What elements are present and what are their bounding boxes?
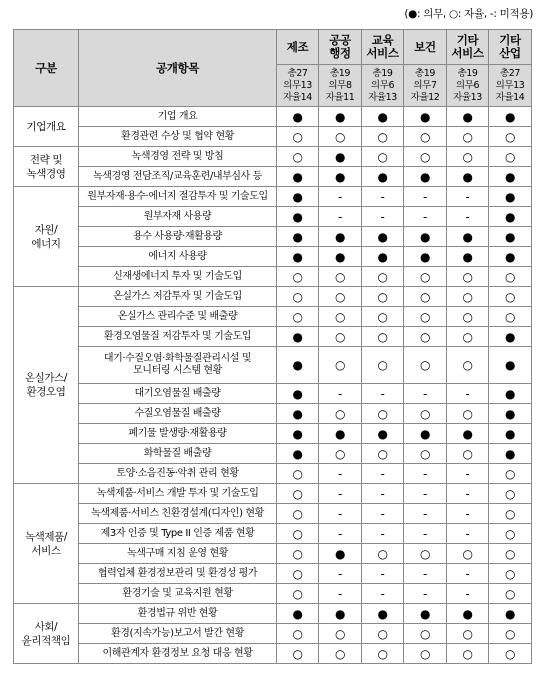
count-voluntary: 자율14: [283, 91, 312, 103]
mark-cell: ○: [489, 644, 532, 664]
mark-cell: ○: [447, 147, 489, 167]
mark-cell: ○: [404, 127, 447, 147]
item-cell: 수질오염물질 배출량: [79, 404, 277, 424]
mark-cell: -: [319, 207, 362, 227]
count-total: 총19: [372, 67, 393, 79]
mark-cell: ○: [404, 347, 447, 384]
mark-cell: ○: [319, 404, 362, 424]
table-row: [14, 484, 532, 504]
count-mandatory: 의무6: [455, 79, 480, 91]
mark-cell: ○: [447, 327, 489, 347]
mark-cell: ●: [277, 167, 319, 187]
mark-cell: ○: [404, 444, 447, 464]
mark-cell: -: [447, 564, 489, 584]
mark-cell: ○: [447, 287, 489, 307]
mark-cell: -: [319, 524, 362, 544]
table-row: [14, 127, 532, 147]
mark-cell: ●: [319, 424, 362, 444]
mark-cell: ●: [319, 147, 362, 167]
mark-cell: -: [319, 504, 362, 524]
mark-cell: -: [319, 384, 362, 404]
mark-cell: ●: [319, 604, 362, 624]
mark-cell: -: [404, 207, 447, 227]
mark-cell: ●: [404, 424, 447, 444]
mark-cell: ○: [447, 347, 489, 384]
table-row: [14, 327, 532, 347]
mark-cell: ○: [362, 404, 404, 424]
mark-cell: ●: [447, 167, 489, 187]
mark-cell: ○: [404, 327, 447, 347]
table-row: [14, 564, 532, 584]
mark-cell: ●: [489, 167, 532, 187]
mark-cell: ●: [277, 424, 319, 444]
count-voluntary: 자율14: [495, 91, 525, 103]
table-row: [14, 644, 532, 664]
mark-cell: ○: [447, 624, 489, 644]
mark-cell: ○: [404, 147, 447, 167]
item-cell: 녹색경영 전략 및 방침: [79, 147, 277, 167]
mark-cell: ●: [277, 404, 319, 424]
mark-cell: ○: [277, 524, 319, 544]
item-cell: 녹색제품·서비스 개발 투자 및 기술도입: [79, 484, 277, 504]
mark-cell: ○: [277, 584, 319, 604]
header-industry: 교육 서비스: [362, 30, 404, 65]
mark-cell: -: [447, 484, 489, 504]
mark-cell: ○: [277, 504, 319, 524]
item-cell: 온실가스 저감투자 및 기술도입: [79, 287, 277, 307]
mark-cell: ○: [489, 147, 532, 167]
item-cell: 녹색제품·서비스 친환경설계(디자인) 현황: [79, 504, 277, 524]
mark-cell: ●: [489, 247, 532, 267]
mark-cell: ○: [447, 544, 489, 564]
mark-cell: ●: [277, 187, 319, 207]
category-cell: 녹색제품/ 서비스: [14, 484, 79, 604]
mark-cell: -: [319, 584, 362, 604]
item-cell: 원부자재·용수·에너지 절감투자 및 기술도입: [79, 187, 277, 207]
mark-cell: ○: [277, 267, 319, 287]
mark-cell: ●: [362, 424, 404, 444]
mark-cell: -: [362, 584, 404, 604]
mark-cell: ●: [362, 227, 404, 247]
header-industry: 기타 산업: [489, 30, 532, 65]
count-mandatory: 의무6: [370, 79, 395, 91]
table-row: [14, 384, 532, 404]
count-total: 총27: [499, 67, 521, 79]
mark-cell: ●: [277, 247, 319, 267]
mark-cell: ○: [404, 404, 447, 424]
count-total: 총19: [457, 67, 478, 79]
legend: (●: 의무, ○: 자율, -: 미적용): [404, 8, 533, 20]
mark-cell: ○: [447, 307, 489, 327]
mark-cell: -: [362, 187, 404, 207]
mark-cell: ○: [447, 444, 489, 464]
mark-cell: ●: [489, 604, 532, 624]
mark-cell: ○: [489, 504, 532, 524]
mark-cell: ○: [319, 624, 362, 644]
mark-cell: ○: [362, 267, 404, 287]
header-industry-counts: [447, 65, 489, 107]
mark-cell: ○: [362, 127, 404, 147]
item-cell: 토양·소음진동·악취 관리 현황: [79, 464, 277, 484]
mark-cell: ●: [489, 384, 532, 404]
mark-cell: -: [319, 484, 362, 504]
count-mandatory: 의무7: [413, 79, 437, 91]
item-cell: 용수 사용량·재활용량: [79, 227, 277, 247]
mark-cell: ●: [489, 404, 532, 424]
table-row: [14, 187, 532, 207]
item-cell: 온실가스 관리수준 및 배출량: [79, 307, 277, 327]
mark-cell: -: [362, 207, 404, 227]
table-row: [14, 227, 532, 247]
mark-cell: -: [404, 564, 447, 584]
mark-cell: ○: [277, 484, 319, 504]
category-cell: 전략 및 녹색경영: [14, 147, 79, 187]
mark-cell: ●: [447, 227, 489, 247]
mark-cell: ○: [319, 307, 362, 327]
mark-cell: ●: [362, 247, 404, 267]
mark-cell: -: [447, 207, 489, 227]
mark-cell: ●: [404, 167, 447, 187]
item-cell: 이해관계자 환경정보 요청 대응 현황: [79, 644, 277, 664]
mark-cell: ○: [362, 347, 404, 384]
mark-cell: ○: [447, 127, 489, 147]
count-voluntary: 자율11: [325, 91, 355, 103]
header-industry-counts: [362, 65, 404, 107]
mark-cell: ○: [447, 267, 489, 287]
mark-cell: -: [447, 384, 489, 404]
mark-cell: ○: [489, 267, 532, 287]
mark-cell: ○: [319, 347, 362, 384]
mark-cell: ●: [489, 424, 532, 444]
mark-cell: ○: [447, 644, 489, 664]
mark-cell: ●: [319, 167, 362, 187]
mark-cell: ○: [404, 267, 447, 287]
mark-cell: ○: [489, 464, 532, 484]
mark-cell: -: [404, 464, 447, 484]
mark-cell: ○: [489, 624, 532, 644]
category-cell: 사회/ 윤리적책임: [14, 604, 79, 664]
mark-cell: -: [447, 464, 489, 484]
mark-cell: ●: [447, 107, 489, 127]
table-row: [14, 207, 532, 227]
table-row: [14, 524, 532, 544]
mark-cell: -: [319, 187, 362, 207]
mark-cell: ○: [362, 307, 404, 327]
mark-cell: -: [362, 564, 404, 584]
mark-cell: ○: [404, 544, 447, 564]
count-voluntary: 자율12: [410, 91, 440, 103]
mark-cell: ●: [362, 107, 404, 127]
item-cell: 대기오염물질 배출량: [79, 384, 277, 404]
category-cell: 자원/ 에너지: [14, 187, 79, 287]
mark-cell: ●: [277, 604, 319, 624]
header-item: 공개항목: [79, 30, 277, 107]
mark-cell: ●: [319, 544, 362, 564]
item-cell: 신재생에너지 투자 및 기술도입: [79, 267, 277, 287]
mark-cell: ○: [277, 127, 319, 147]
mark-cell: ○: [489, 544, 532, 564]
mark-cell: ●: [489, 227, 532, 247]
mark-cell: -: [362, 484, 404, 504]
mark-cell: ●: [277, 207, 319, 227]
disclosure-table: [13, 29, 532, 664]
count-total: 총19: [329, 67, 351, 79]
table-row: [14, 444, 532, 464]
table-row: [14, 287, 532, 307]
item-cell: 환경기술 및 교육지원 현황: [79, 584, 277, 604]
header-industry-counts: [319, 65, 362, 107]
header-industry: 제조: [277, 30, 319, 65]
mark-cell: ○: [277, 624, 319, 644]
item-cell: 제3자 인증 및 Type II 인증 제품 현황: [79, 524, 277, 544]
item-cell: 협력업체 환경정보관리 및 환경성 평가: [79, 564, 277, 584]
count-mandatory: 의무13: [283, 79, 312, 91]
mark-cell: ●: [489, 187, 532, 207]
count-voluntary: 자율13: [368, 91, 397, 103]
header-industry: 보건: [404, 30, 447, 65]
mark-cell: ●: [319, 247, 362, 267]
mark-cell: -: [404, 504, 447, 524]
item-cell: 대기·수질오염·화학물질관리시설 및 모니터링 시스템 현황: [79, 347, 277, 384]
mark-cell: -: [447, 187, 489, 207]
mark-cell: ●: [404, 604, 447, 624]
mark-cell: ○: [362, 444, 404, 464]
mark-cell: ○: [362, 147, 404, 167]
table-row: [14, 167, 532, 187]
item-cell: 환경(지속가능)보고서 발간 현황: [79, 624, 277, 644]
mark-cell: -: [362, 384, 404, 404]
mark-cell: ○: [319, 127, 362, 147]
mark-cell: ●: [277, 444, 319, 464]
category-cell: 온실가스/ 환경오염: [14, 287, 79, 484]
table-row: [14, 604, 532, 624]
header-industry: 공공 행정: [319, 30, 362, 65]
header-industry-counts: [489, 65, 532, 107]
mark-cell: ●: [319, 227, 362, 247]
mark-cell: ○: [277, 644, 319, 664]
mark-cell: -: [447, 504, 489, 524]
mark-cell: ●: [277, 327, 319, 347]
mark-cell: ●: [404, 227, 447, 247]
mark-cell: ○: [277, 464, 319, 484]
table-row: [14, 464, 532, 484]
mark-cell: ○: [404, 307, 447, 327]
mark-cell: ○: [362, 624, 404, 644]
header-category: 구분: [14, 30, 79, 107]
mark-cell: ●: [489, 444, 532, 464]
mark-cell: ●: [362, 604, 404, 624]
header-industry-counts: [404, 65, 447, 107]
mark-cell: ○: [277, 147, 319, 167]
item-cell: 녹색경영 전담조직/교육훈련/내부심사 등: [79, 167, 277, 187]
mark-cell: -: [362, 524, 404, 544]
table-row: [14, 107, 532, 127]
count-mandatory: 의무13: [495, 79, 525, 91]
mark-cell: ●: [404, 247, 447, 267]
mark-cell: ●: [489, 347, 532, 384]
mark-cell: ●: [447, 604, 489, 624]
mark-cell: ○: [489, 584, 532, 604]
table-row: [14, 307, 532, 327]
header-industry-counts: [277, 65, 319, 107]
mark-cell: ●: [447, 247, 489, 267]
mark-cell: ●: [277, 384, 319, 404]
mark-cell: -: [404, 384, 447, 404]
mark-cell: ○: [404, 644, 447, 664]
mark-cell: ○: [362, 327, 404, 347]
mark-cell: -: [404, 584, 447, 604]
mark-cell: -: [404, 484, 447, 504]
item-cell: 원부자재 사용량: [79, 207, 277, 227]
table-row: [14, 584, 532, 604]
header-industry: 기타 서비스: [447, 30, 489, 65]
item-cell: 에너지 사용량: [79, 247, 277, 267]
mark-cell: ●: [362, 167, 404, 187]
category-cell: 기업개요: [14, 107, 79, 147]
table-row: [14, 247, 532, 267]
mark-cell: ○: [319, 327, 362, 347]
count-mandatory: 의무8: [328, 79, 352, 91]
mark-cell: ○: [362, 644, 404, 664]
mark-cell: ○: [319, 444, 362, 464]
item-cell: 기업 개요: [79, 107, 277, 127]
mark-cell: ○: [489, 307, 532, 327]
mark-cell: -: [319, 464, 362, 484]
mark-cell: ●: [489, 107, 532, 127]
mark-cell: ○: [404, 624, 447, 644]
mark-cell: ○: [277, 564, 319, 584]
mark-cell: ●: [489, 207, 532, 227]
table-row: [14, 267, 532, 287]
mark-cell: ○: [404, 287, 447, 307]
item-cell: 환경관련 수상 및 협약 현황: [79, 127, 277, 147]
mark-cell: ○: [447, 404, 489, 424]
mark-cell: -: [362, 504, 404, 524]
mark-cell: ○: [362, 544, 404, 564]
mark-cell: ○: [489, 287, 532, 307]
mark-cell: ●: [404, 107, 447, 127]
count-total: 총27: [287, 67, 308, 79]
mark-cell: ●: [489, 327, 532, 347]
mark-cell: ○: [277, 544, 319, 564]
mark-cell: ●: [277, 107, 319, 127]
count-total: 총19: [414, 67, 436, 79]
mark-cell: ○: [319, 287, 362, 307]
mark-cell: ○: [277, 287, 319, 307]
table-row: [14, 347, 532, 384]
table-row: [14, 147, 532, 167]
mark-cell: ●: [319, 107, 362, 127]
mark-cell: ○: [489, 524, 532, 544]
mark-cell: ●: [277, 227, 319, 247]
mark-cell: ○: [489, 127, 532, 147]
table-row: [14, 544, 532, 564]
mark-cell: ○: [319, 267, 362, 287]
item-cell: 녹색구매 지침 운영 현황: [79, 544, 277, 564]
table-row: [14, 624, 532, 644]
count-voluntary: 자율13: [453, 91, 482, 103]
table-row: [14, 424, 532, 444]
mark-cell: -: [447, 584, 489, 604]
table-row: [14, 404, 532, 424]
mark-cell: ○: [319, 644, 362, 664]
item-cell: 환경법규 위반 현황: [79, 604, 277, 624]
mark-cell: -: [404, 187, 447, 207]
mark-cell: -: [404, 524, 447, 544]
mark-cell: ○: [489, 564, 532, 584]
item-cell: 폐기물 발생량·재활용량: [79, 424, 277, 444]
item-cell: 환경오염물질 저감투자 및 기술도입: [79, 327, 277, 347]
mark-cell: ○: [489, 484, 532, 504]
mark-cell: -: [319, 564, 362, 584]
mark-cell: ●: [277, 347, 319, 384]
table-row: [14, 504, 532, 524]
mark-cell: ○: [277, 307, 319, 327]
mark-cell: ●: [447, 424, 489, 444]
item-cell: 화학물질 배출량: [79, 444, 277, 464]
mark-cell: -: [447, 524, 489, 544]
mark-cell: -: [362, 464, 404, 484]
mark-cell: ○: [362, 287, 404, 307]
